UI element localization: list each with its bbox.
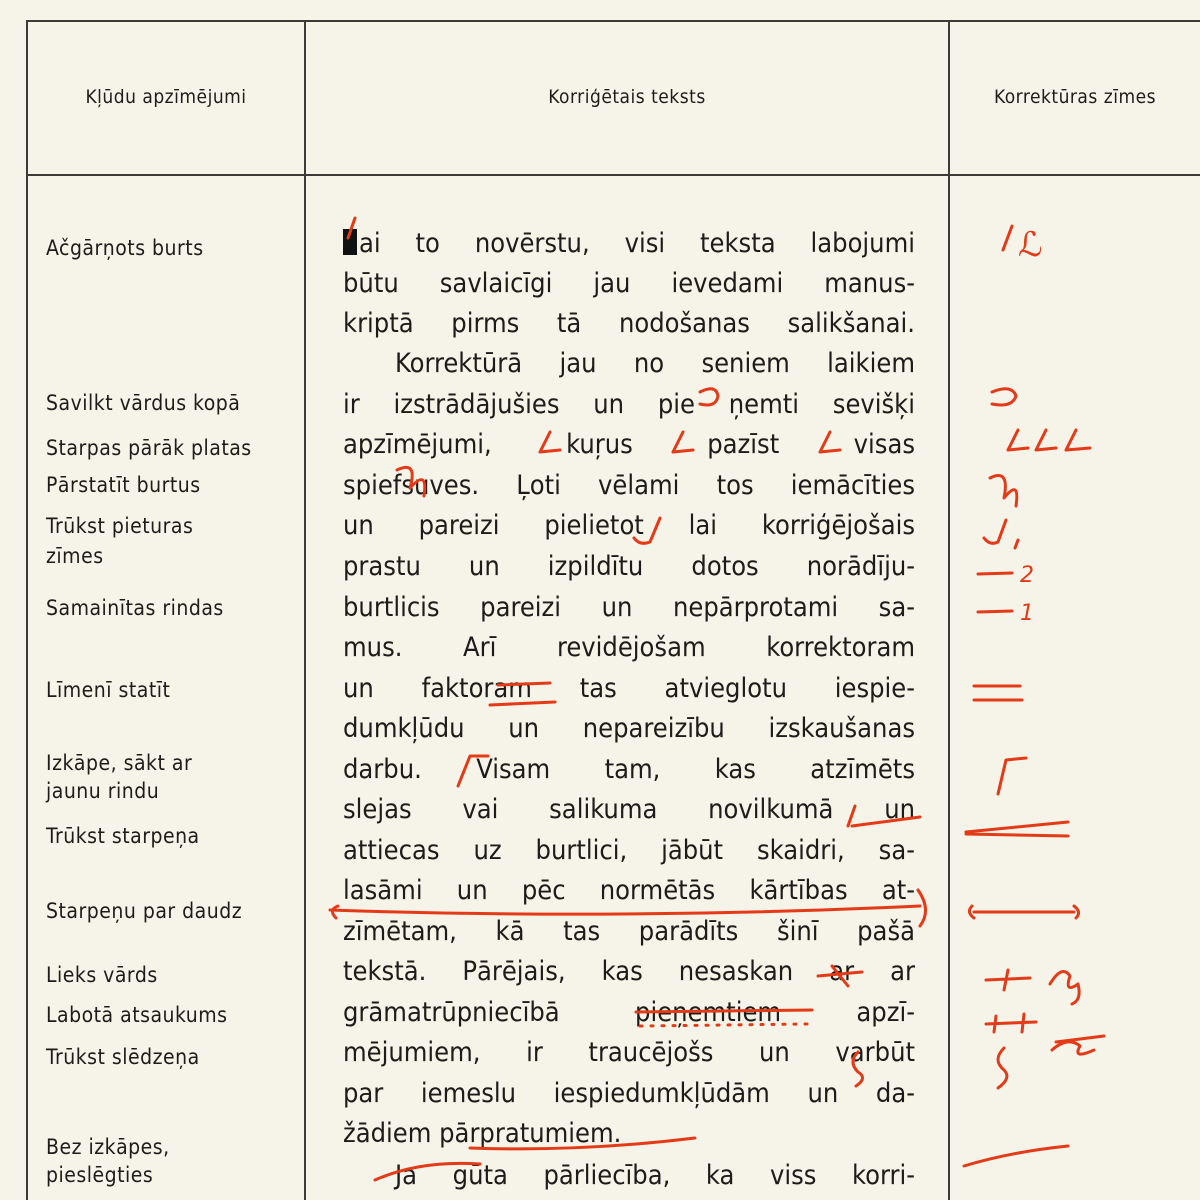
margin-indent — [998, 758, 1026, 794]
text-line-8: un pareizi pielietot lai korriģējošais — [343, 510, 915, 541]
text-line-10: burtlicis pareizi un nepārprotami sa- — [343, 592, 915, 623]
too-many-spaces-underline — [330, 906, 920, 914]
space-reduce-mark-3 — [820, 432, 840, 452]
margin-space-3 — [1066, 430, 1090, 450]
run-on-underline — [470, 1138, 695, 1149]
margin-too-many-spaces — [969, 906, 1078, 918]
text-line-17: lasāmi un pēc normētās kārtības at- — [343, 875, 915, 906]
text-line-7: spiefsuves. Ļoti vēlami tos iemācīties — [343, 470, 915, 501]
text-line-20: grāmatrūpniecībā pieņemtiem apzī- — [343, 997, 915, 1028]
run-on-hook — [375, 1163, 480, 1180]
level-underline-1 — [498, 683, 550, 685]
extra-word-strike — [818, 966, 862, 986]
text-line-21: mējumiem, ir traucējošs un varbūt — [343, 1037, 915, 1068]
text-line-4: Korrektūrā jau no seniem laikiem — [395, 348, 915, 379]
text-line-12: un faktoram tas atvieglotu iespie- — [343, 673, 915, 704]
label-run-on-2: pieslēgties — [46, 1163, 154, 1187]
text-line-22: par iemeslu iespiedumkļūdām un da- — [343, 1078, 915, 1109]
label-inverted-letter: Ačgārņots burts — [46, 236, 204, 260]
space-reduce-mark-2 — [673, 432, 693, 452]
label-close-up: Savilkt vārdus kopā — [46, 391, 241, 415]
text-line-16: attiecas uz burtlici, jābūt skaidri, sa- — [343, 835, 915, 866]
label-transpose: Pārstatīt burtus — [46, 473, 201, 497]
label-missing-space: Trūkst starpeņa — [46, 824, 200, 848]
missing-space-tick — [848, 806, 855, 826]
text-line-3: kriptā pirms tā nodošanas salikšanai. — [343, 308, 915, 339]
label-indent-new-line-2: jaunu rindu — [46, 779, 160, 803]
margin-restore-word — [1052, 1036, 1104, 1054]
margin-swap-number-1: 1 — [1020, 601, 1034, 626]
margin-missing-space — [966, 822, 1068, 836]
level-underline-2 — [490, 702, 555, 705]
too-many-spaces-bracket-r — [918, 890, 926, 926]
missing-space-lead-hook — [853, 1052, 863, 1086]
text-line-5: ir izstrādājušies un pie ņemti sevišķi — [343, 389, 915, 420]
indent-mark — [458, 756, 488, 786]
text-line-1: ai to novērstu, visi teksta labojumi — [343, 224, 915, 264]
restore-strike — [636, 1010, 812, 1012]
text-line-13: dumkļūdu un nepareizību izskaušanas — [343, 713, 915, 744]
text-line-24: Ja gūta pārliecība, ka viss korri- — [395, 1160, 915, 1191]
missing-space-line — [852, 817, 920, 826]
margin-extra-word-delete — [1050, 972, 1079, 1005]
text-line-18: zīmētam, kā tas parādīts šinī pašā — [343, 916, 915, 947]
margin-punctuation — [984, 520, 1018, 548]
text-line-15: slejas vai salikuma novilkumā un — [343, 794, 915, 825]
text-line-19: tekstā. Pārējais, kas nesaskan ar ar — [343, 956, 915, 987]
header-error-marks: Kļūdu apzīmējumi — [85, 86, 247, 108]
header-corrected-text: Korriģētais teksts — [548, 86, 706, 108]
margin-close-up — [992, 389, 1016, 405]
margin-run-on — [964, 1146, 1068, 1166]
label-missing-punctuation-2: zīmes — [46, 544, 104, 568]
header-correction-signs: Korrektūras zīmes — [993, 86, 1157, 108]
margin-missing-space-lead — [998, 1048, 1007, 1088]
text-line-23: žādiem pārpratumiem. — [343, 1118, 622, 1149]
margin-restore — [986, 1014, 1036, 1032]
label-space-too-wide: Starpas pārāk platas — [46, 436, 252, 460]
margin-inverted-script: ℒ — [1018, 225, 1043, 265]
inverted-letter-tick — [348, 218, 355, 238]
margin-space-1 — [1008, 430, 1028, 450]
margin-swap-line-2 — [978, 611, 1012, 612]
label-restore-correction: Labotā atsaukums — [46, 1003, 228, 1027]
label-too-many-spaces: Starpeņu par daudz — [46, 899, 243, 923]
label-swapped-lines: Samainītas rindas — [46, 596, 224, 620]
margin-swap-line-1 — [978, 573, 1012, 574]
restore-dots — [640, 1024, 808, 1026]
margin-transpose — [990, 476, 1017, 507]
margin-extra-word — [986, 970, 1030, 990]
label-run-on: Bez izkāpes, — [46, 1135, 170, 1159]
space-reduce-mark-1 — [540, 432, 560, 452]
transpose-mark — [397, 467, 425, 496]
margin-space-2 — [1036, 430, 1056, 450]
label-align-level: Līmenī statīt — [46, 678, 171, 702]
label-missing-space-lead: Trūkst slēdzeņa — [46, 1045, 200, 1069]
margin-swap-number-2: 2 — [1020, 563, 1034, 588]
text-line-11: mus. Arī revidējošam korrektoram — [343, 632, 915, 663]
text-line-9: prastu un izpildītu dotos norādīju- — [343, 551, 915, 582]
too-many-spaces-bracket-l — [332, 906, 338, 918]
label-indent-new-line: Izkāpe, sākt ar — [46, 751, 193, 775]
text-line-2: būtu savlaicīgi jau ievedami manus- — [343, 268, 915, 299]
punctuation-mark — [634, 518, 660, 543]
text-line-6: apzīmējumi, kuŗus pazīst visas — [343, 429, 915, 460]
margin-inverted-tick — [1003, 226, 1012, 250]
close-up-mark — [700, 389, 718, 405]
label-missing-punctuation: Trūkst pieturas — [46, 514, 194, 538]
label-extra-word: Lieks vārds — [46, 963, 158, 987]
text-line-14: darbu. Visam tam, kas atzīmēts — [343, 754, 915, 785]
